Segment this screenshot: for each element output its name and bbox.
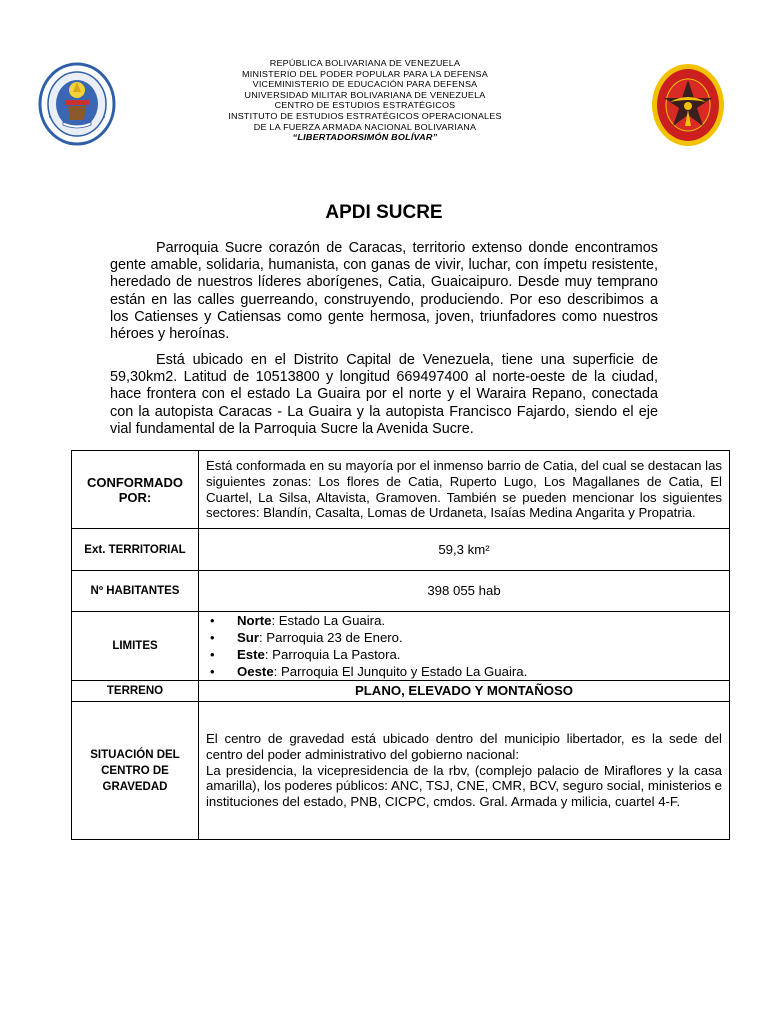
header-line: INSTITUTO DE ESTUDIOS ESTRATÉGICOS OPERACIONALES	[228, 110, 502, 121]
institute-seal-icon	[650, 62, 726, 148]
table-row	[72, 681, 730, 702]
row-label-terreno: TERRENO	[72, 681, 199, 702]
header-line: VICEMINISTERIO DE EDUCACIÓN PARA DEFENSA	[252, 79, 478, 90]
info-table	[71, 450, 730, 840]
row-label-territorial: Ext. TERRITORIAL	[72, 529, 199, 571]
header-line: UNIVERSIDAD MILITAR BOLIVARIANA DE VENEZUELA	[244, 89, 486, 100]
header-line: CENTRO DE ESTUDIOS ESTRATÉGICOS	[274, 100, 456, 111]
header-motto: “LIBERTADORSIMÓN BOLÍVAR”	[292, 132, 438, 143]
row-label-habitantes: Nº HABITANTES	[72, 571, 199, 612]
row-value-territorial: 59,3 km²	[199, 529, 730, 571]
institution-header-text	[192, 58, 539, 143]
location-paragraph: Está ubicado en el Distrito Capital de Venezuela, tiene una superficie de 59,30km2. Latitud de 10513800 y longitud 669497400 al norte-oeste de la ciudad, hace frontera con el estado La Guaira por el norte y el Waraira Repano, conectada con la autopista Caracas - La Guaira y la autopista Francisco Fajardo, siendo el eje vial fundamental de la Parroquia Sucre la Avenida Sucre.	[110, 352, 658, 437]
table-row	[72, 571, 730, 612]
row-value-gravedad	[199, 702, 730, 840]
row-value-habitantes: 398 055 hab	[199, 571, 730, 612]
list-item: • Sur: Parroquia 23 de Enero.	[226, 629, 722, 646]
intro-paragraph: Parroquia Sucre corazón de Caracas, territorio extenso donde encontramos gente amable, solidaria, humanista, con ganas de vivir, luchar, con ímpetu resistente, heredado de nuestros líderes aborígenes, Catia, Guaicaipuro. Desde muy temprano están en las calles guerreando, construyendo, produciendo. Por eso describimos a los Catienses y Catiensas como gente hermosa, joven, triunfadores como nuestros héroes y heroínas.	[110, 240, 658, 343]
university-seal-icon	[38, 62, 116, 146]
row-value-conformado: Está conformada en su mayoría por el inmenso barrio de Catia, del cual se destacan las siguientes zonas: Los flores de Catia, Ruperto Lugo, Los Magallanes de Catia, El Cuartel, La Silsa, Altavista, Gramoven. También se pueden mencionar los siguientes sectores: Blandín, Casalta, Lomas de Urdaneta, Isaías Medina Angarita y Propatria.	[199, 451, 730, 529]
table-row	[72, 451, 730, 529]
list-item: • Norte: Estado La Guaira.	[226, 612, 722, 629]
header-line: DE LA FUERZA ARMADA NACIONAL BOLIVARIANA	[253, 121, 477, 132]
gravedad-line: La presidencia, la vicepresidencia de la rbv, (complejo palacio de Miraflores y la casa amarilla), los poderes públicos: ANC, TSJ, CNE, CMR, BCV, seguro social, ministerios e instituciones del estado, PNB, CICPC, cmdos. Gral. Armada y milicia, cuartel 4-F.	[206, 762, 722, 810]
table-row	[72, 612, 730, 681]
document-header	[0, 58, 768, 158]
list-item: • Este: Parroquia La Pastora.	[226, 646, 722, 663]
row-label-conformado: CONFORMADO POR:	[72, 451, 199, 529]
row-value-terreno: PLANO, ELEVADO Y MONTAÑOSO	[199, 681, 730, 702]
limits-list	[206, 612, 722, 680]
row-value-limites	[199, 612, 730, 681]
table-row	[72, 529, 730, 571]
row-label-gravedad: SITUACIÓN DEL CENTRO DE GRAVEDAD	[72, 702, 199, 840]
gravedad-line: El centro de gravedad está ubicado dentro del municipio libertador, es la sede del centro del poder administrativo del gobierno nacional:	[206, 731, 722, 762]
table-row	[72, 702, 730, 840]
page-title: APDI SUCRE	[325, 202, 443, 223]
row-label-limites: LIMITES	[72, 612, 199, 681]
header-line: REPÚBLICA BOLIVARIANA DE VENEZUELA	[269, 58, 461, 68]
header-line: MINISTERIO DEL PODER POPULAR PARA LA DEFENSA	[242, 68, 488, 79]
list-item: • Oeste: Parroquia El Junquito y Estado La Guaira.	[226, 663, 722, 680]
